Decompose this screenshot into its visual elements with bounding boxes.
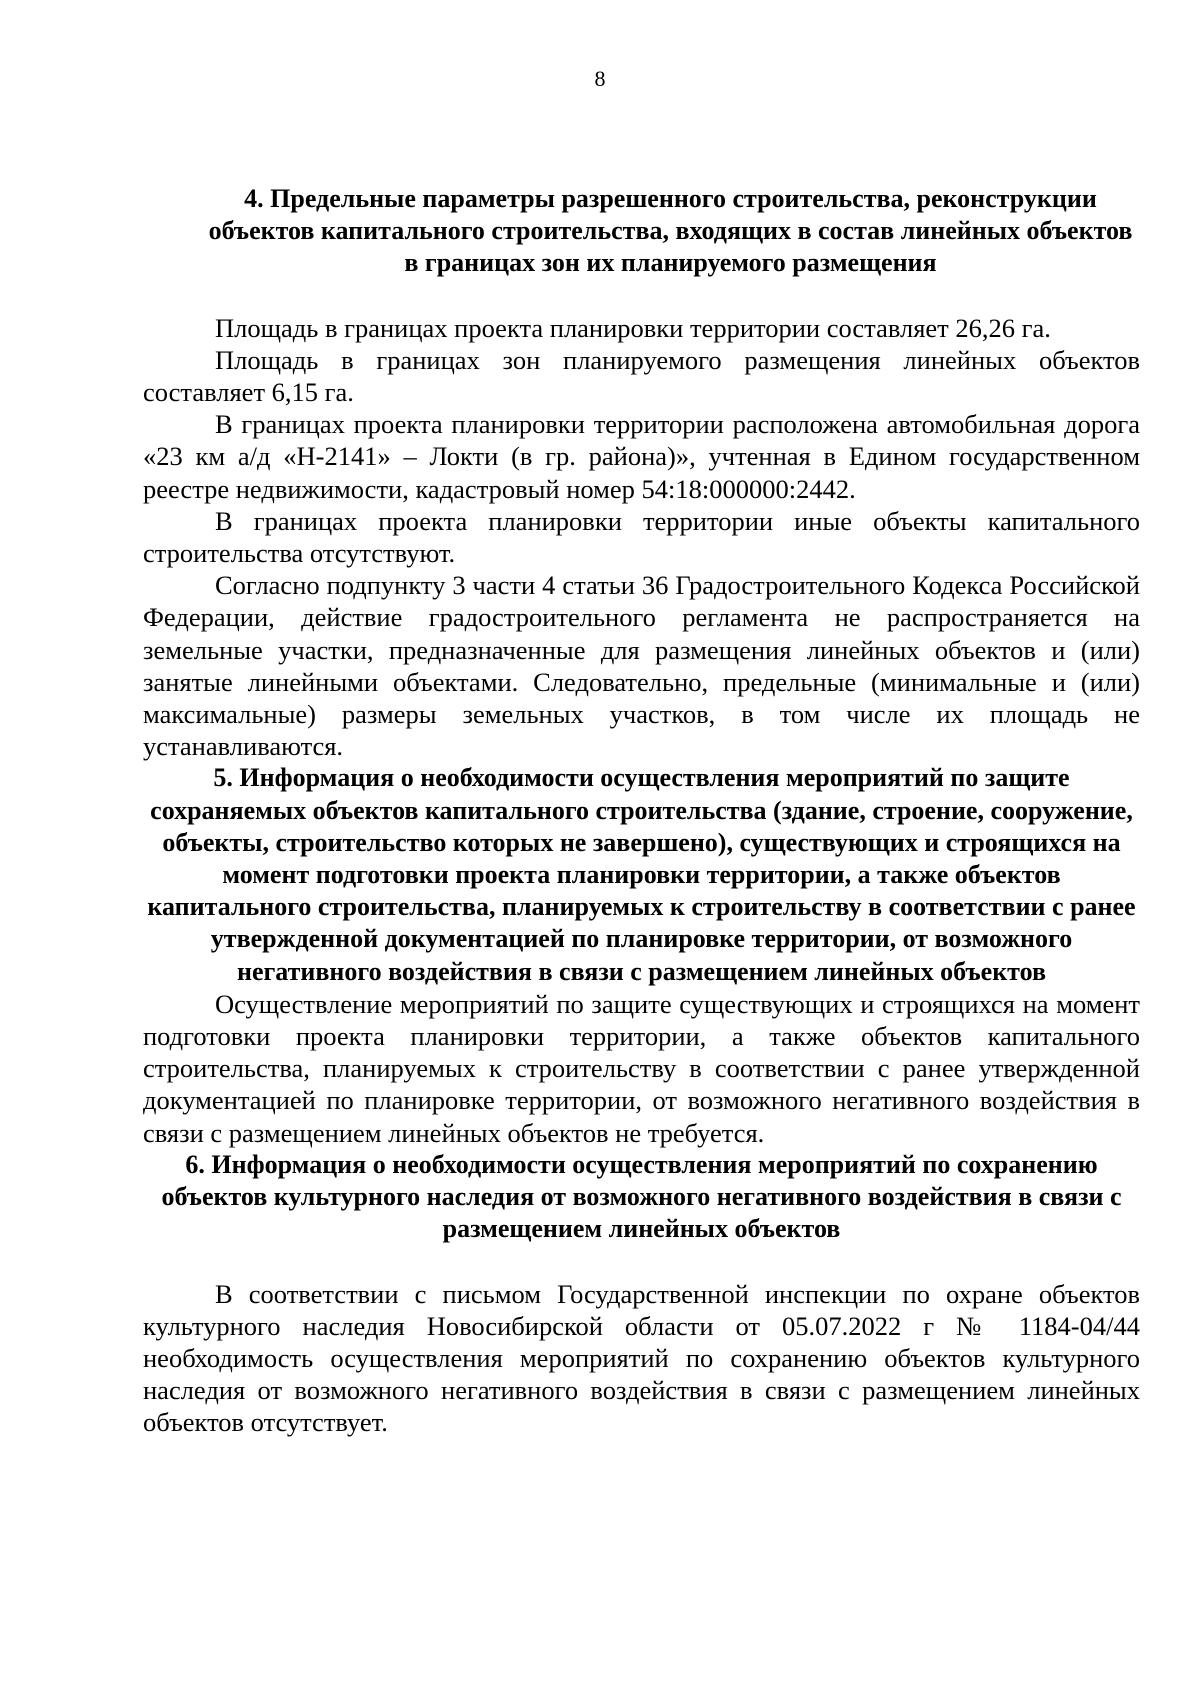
section-6-paragraph-1: В соответствии с письмом Государственной инспекции по охране объектов культурного наследия Новосибирской области от 05.07.2022 г № 1184-04/44 необходимость осуществления мероприятий по сохранению объектов культурного наследия от возможного негативного воздействия в связи с размещением линейных объектов отсутствует. [143,1278,1140,1438]
section-4-paragraph-1: Площадь в границах проекта планировки территории составляет 26,26 га. [215,312,1051,343]
page-number: 8 [594,66,606,91]
section-6-heading: 6. Информация о необходимости осуществления мероприятий по сохранению объектов культурного наследия от возможного негативного воздействия в связи с размещением линейных объектов [161,1149,1122,1244]
document-body [143,183,1140,1439]
section-4-paragraph-5: Согласно подпункту 3 части 4 статьи 36 Градостроительного Кодекса Российской Федерации, действие градостроительного регламента не распространяется на земельные участки, предназначенные для размещения линейных объектов и (или) занятые линейными объектами. Следовательно, предельные (минимальные и (или) максимальные) размеры земельных участков, в том числе их площадь не устанавливаются. [143,570,1140,762]
section-5-heading: 5. Информация о необходимости осуществления мероприятий по защите сохраняемых объектов капитального строительства (здание, строение, сооружение, объекты, строительство которых не завершено), существующих и строящихся на момент подготовки проекта планировки территории, а также объектов капитального строительства, планируемых к строительству в соответствии с ранее утвержденной документацией по планировке территории, от возможного негативного воздействия в связи с размещением линейных объектов [147,763,1136,986]
section-5-paragraph-1: Осуществление мероприятий по защите существующих и строящихся на момент подготовки проекта планировки территории, а также объектов капитального строительства, планируемых к строительству в соответствии с ранее утвержденной документацией по планировке территории, от возможного негативного воздействия в связи с размещением линейных объектов не требуется. [143,988,1140,1148]
section-4-heading: 4. Предельные параметры разрешенного строительства, реконструкции объектов капитального строительства, входящих в состав линейных объектов в границах зон их планируемого размещения [208,184,1133,278]
section-4-paragraph-3: В границах проекта планировки территории расположена автомобильная дорога «23 км а/д «Н-2141» – Локти (в гр. района)», учтенная в Едином государственном реестре недвижимости, кадастровый номер 54:18:000000:2442. [143,409,1140,504]
section-4-paragraph-4: В границах проекта планировки территории иные объекты капитального строительства отсутствуют. [143,505,1140,569]
section-4-paragraph-2: Площадь в границах зон планируемого размещения линейных объектов составляет 6,15 га. [143,344,1140,408]
